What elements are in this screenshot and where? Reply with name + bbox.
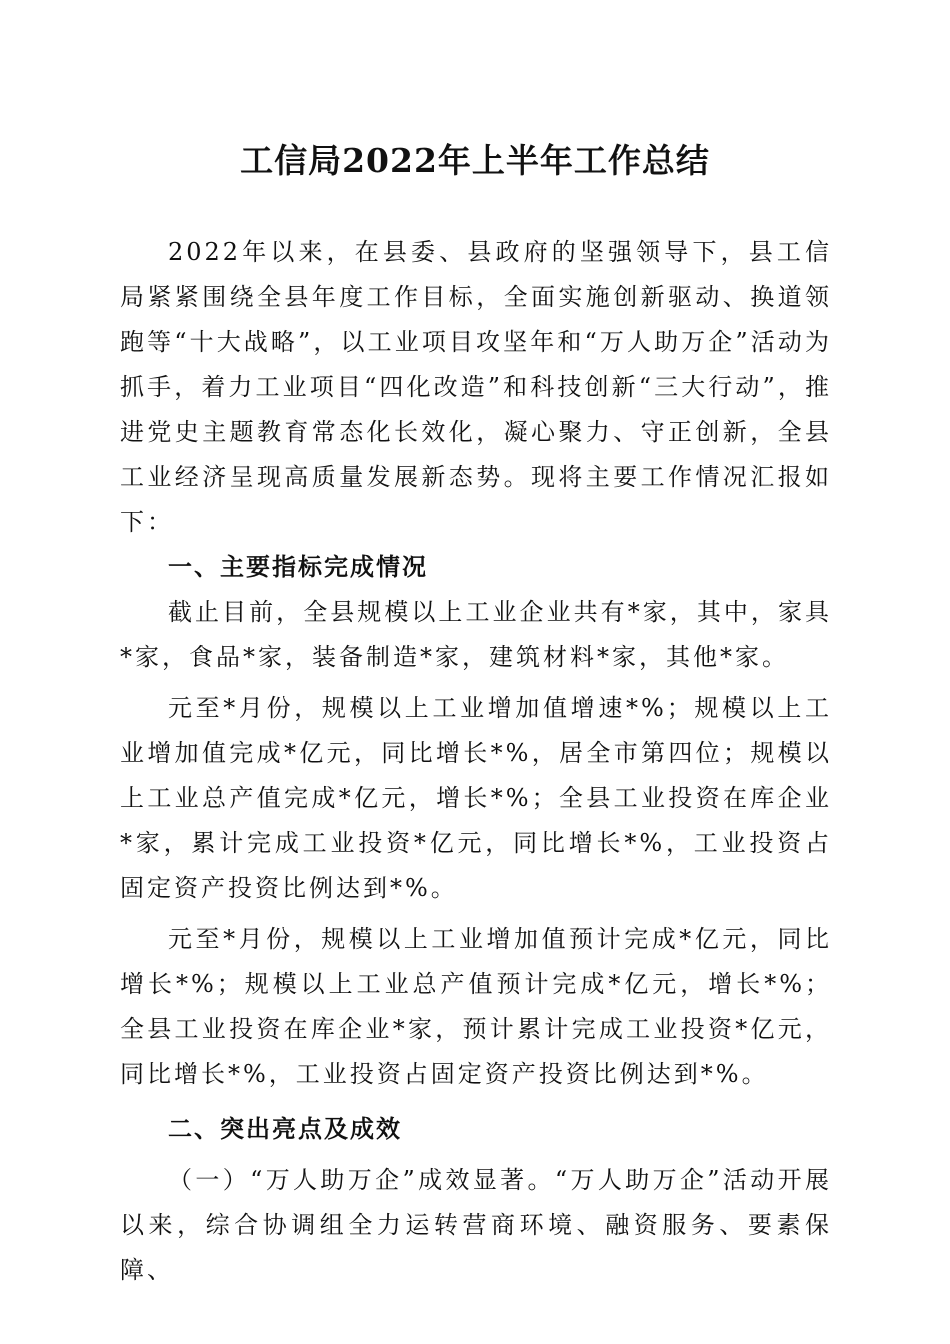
paragraph-highlight-1: （一）“万人助万企”成效显著。“万人助万企”活动开展以来，综合协调组全力运转营商环境、融资服务、要素保障、: [120, 1166, 832, 1284]
section-heading-1: 一、主要指标完成情况: [168, 553, 428, 581]
paragraph-indicators-actual: 元至*月份，规模以上工业增加值增速*%；规模以上工业增加值完成*亿元，同比增长*%，居全市第四位；规模以上工业总产值完成*亿元，增长*%；全县工业投资在库企业*家，累计完成工业投资*亿元，同比增长*%，工业投资占固定资产投资比例达到*%。: [120, 694, 832, 902]
document-title: 工信局2022年上半年工作总结: [240, 141, 710, 180]
intro-paragraph: 2022年以来，在县委、县政府的坚强领导下，县工信局紧紧围绕全县年度工作目标，全面实施创新驱动、换道领跑等“十大战略”，以工业项目攻坚年和“万人助万企”活动为抓手，着力工业项目“四化改造”和科技创新“三大行动”，推进党史主题教育常态化长效化，凝心聚力、守正创新，全县工业经济呈现高质量发展新态势。现将主要工作情况汇报如下：: [120, 238, 832, 536]
section-heading-2: 二、突出亮点及成效: [168, 1115, 402, 1143]
paragraph-indicators-forecast: 元至*月份，规模以上工业增加值预计完成*亿元，同比增长*%；规模以上工业总产值预计完成*亿元，增长*%；全县工业投资在库企业*家，预计累计完成工业投资*亿元，同比增长*%，工业投资占固定资产投资比例达到*%。: [120, 925, 832, 1088]
document-body: [120, 230, 832, 1293]
paragraph-enterprise-count: 截止目前，全县规模以上工业企业共有*家，其中，家具*家，食品*家，装备制造*家，建筑材料*家，其他*家。: [120, 598, 832, 671]
